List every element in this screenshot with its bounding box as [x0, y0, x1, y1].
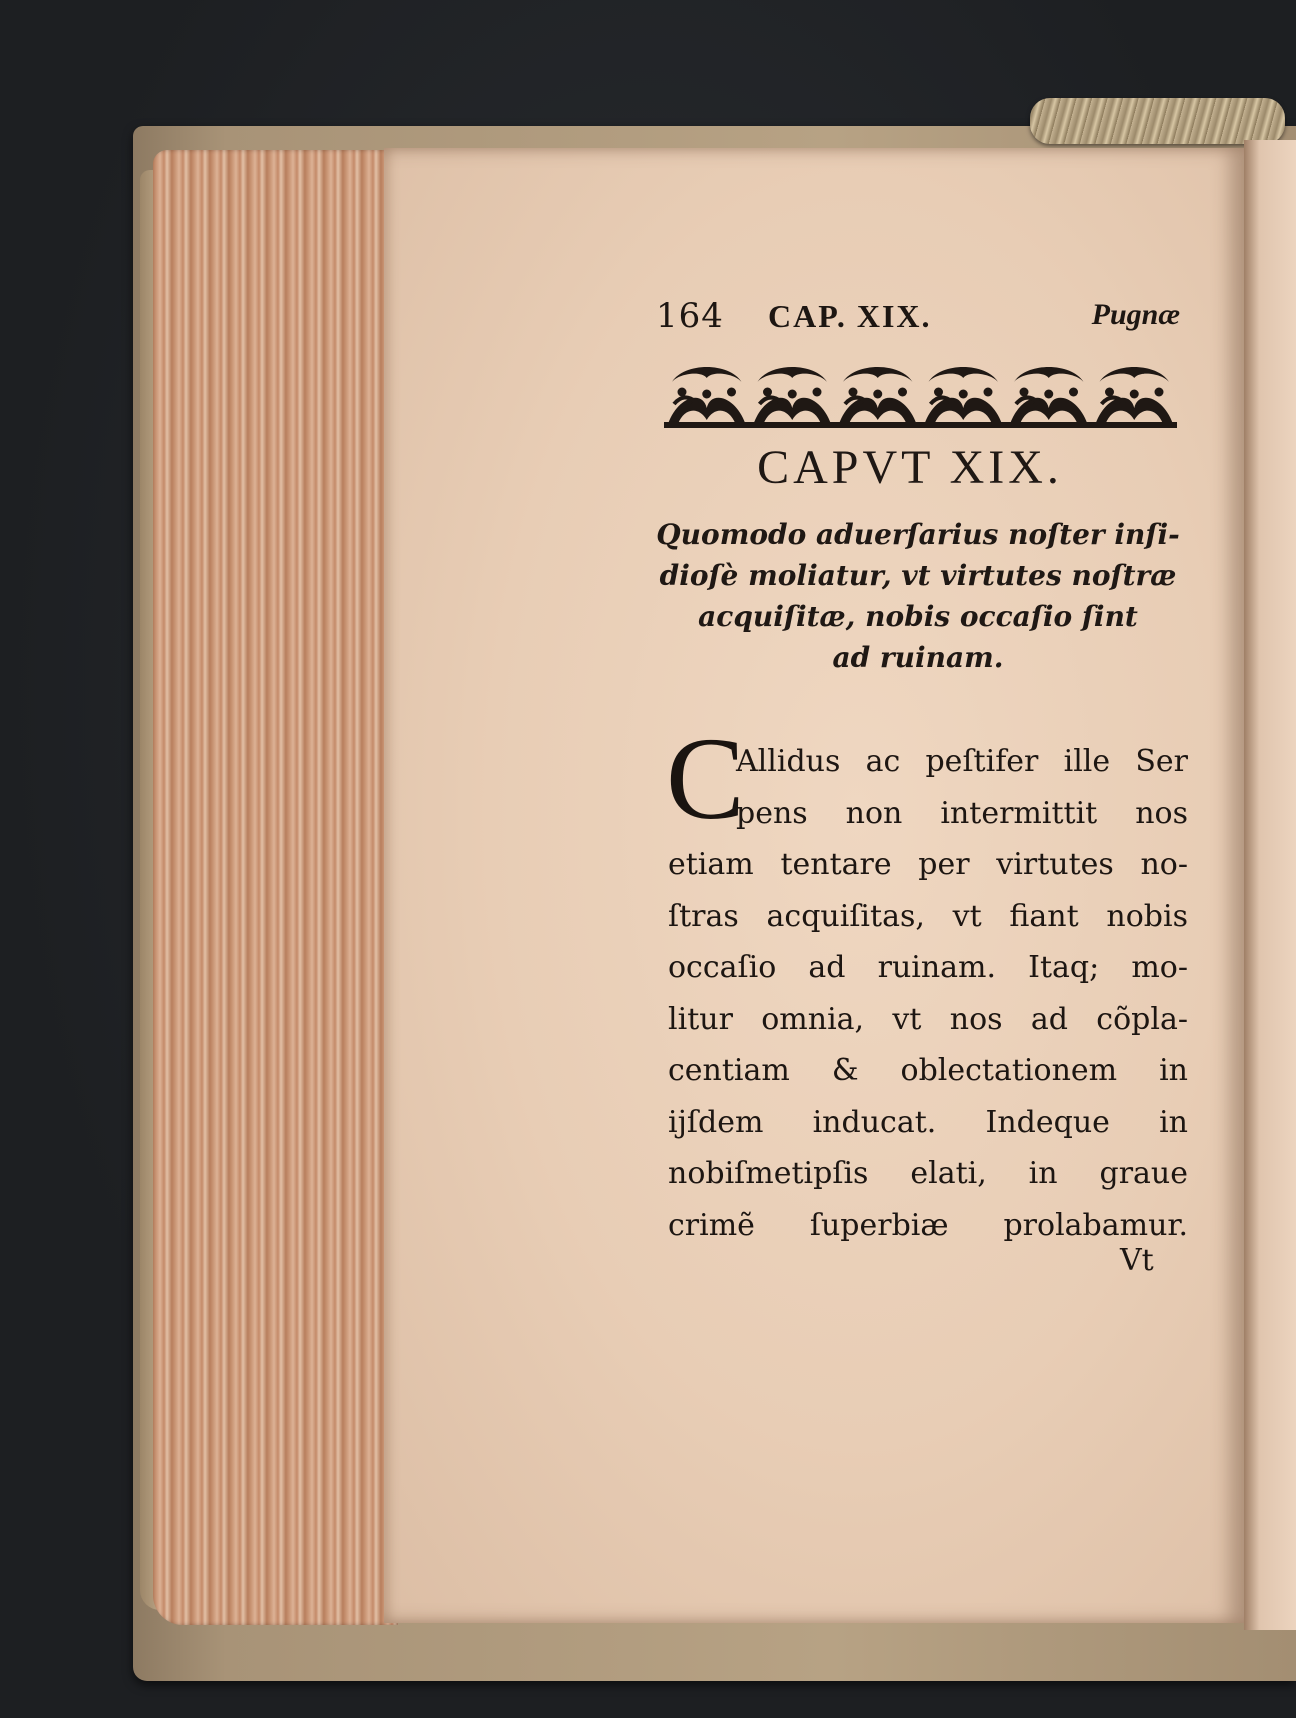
floral-headpiece-ornament: [664, 360, 1177, 430]
facing-page-edge: [1244, 140, 1296, 1630]
ornament-scroll-motif: [668, 367, 746, 424]
body-line: etiam tentare per virtutes no-: [668, 847, 1188, 882]
body-line: occaſio ad ruinam. Itaq; mo-: [668, 950, 1188, 985]
page-block-edges: [153, 150, 398, 1625]
ornament-scroll-motif: [925, 367, 1003, 424]
chapter-summary: [652, 514, 1184, 678]
ornament-band: [664, 367, 1177, 428]
ornament-base-rule: [664, 422, 1177, 428]
summary-line: dioſè moliatur, vt virtutes noſtræ: [659, 559, 1177, 592]
ornament-scroll-motif: [1010, 367, 1088, 424]
ornament-scroll-motif: [839, 367, 917, 424]
running-head-chapter: CAP. XIX.: [768, 298, 932, 334]
body-line: Allidus ac peſtifer ille Ser: [736, 744, 1188, 779]
running-head-catchword: Pugnæ: [1091, 298, 1180, 331]
page-catchword: Vt: [1120, 1243, 1154, 1278]
summary-line: acquiſitæ, nobis occaſio ſint: [698, 600, 1138, 633]
summary-line: ad ruinam.: [832, 641, 1004, 674]
spine-cord: [1030, 98, 1285, 144]
drop-cap-initial: C: [666, 713, 745, 844]
body-line: ijſdem inducat. Indeque in: [668, 1104, 1188, 1140]
ornament-scroll-motif: [1096, 367, 1174, 424]
body-line: crimẽ ſuperbiæ prolabamur.: [668, 1207, 1188, 1243]
body-text: [666, 713, 1188, 1251]
summary-line: Quomodo aduerſarius noſter inſi-: [656, 518, 1180, 551]
body-line: nobiſmetipſis elati, in graue: [668, 1156, 1188, 1191]
ornament-scroll-motif: [754, 367, 832, 424]
page-number: 164: [656, 296, 724, 336]
chapter-title: CAPVT XIX.: [757, 441, 1063, 494]
running-head: [656, 296, 1180, 336]
body-line: centiam & oblectationem in: [668, 1053, 1188, 1088]
body-line: pens non intermittit nos: [736, 795, 1188, 831]
body-line: ſtras acquiſitas, vt fiant nobis: [668, 898, 1188, 934]
body-line: litur omnia, vt nos ad cõpla-: [668, 1001, 1188, 1037]
